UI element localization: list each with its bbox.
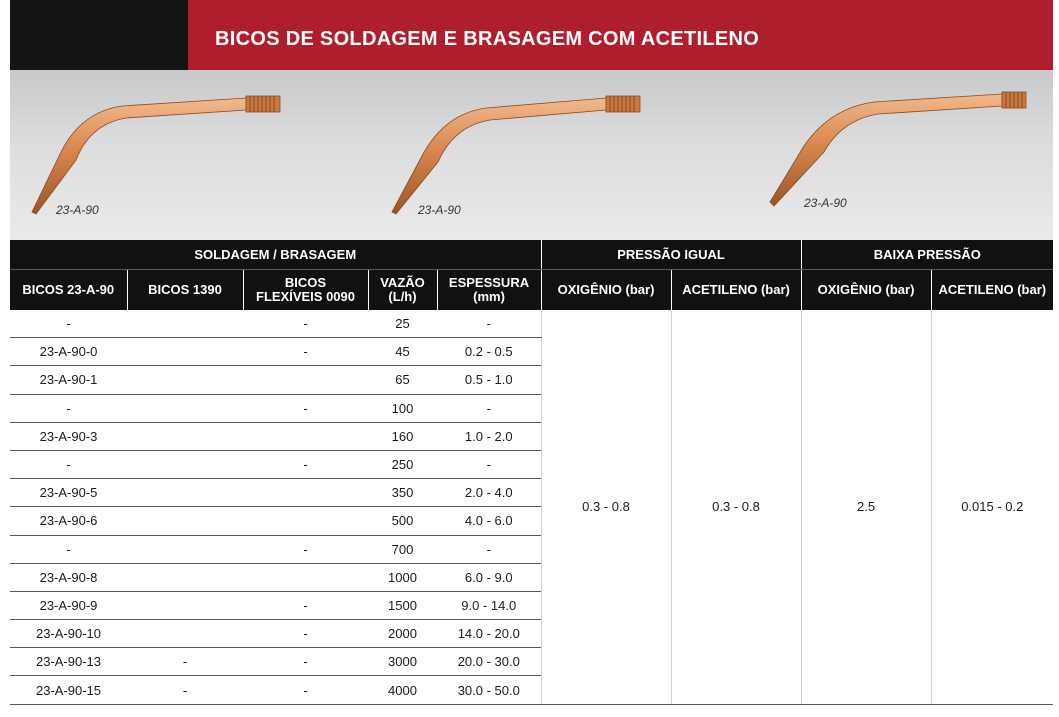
cell-bicos-1390 xyxy=(127,366,243,394)
cell-acetileno-igual: 0.3 - 0.8 xyxy=(671,310,801,704)
group-header-baixa-pressao: BAIXA PRESSÃO xyxy=(801,240,1053,270)
product-photo-band xyxy=(10,70,1053,240)
cell-bicos-1390 xyxy=(127,591,243,619)
cell-bicos-flexiveis: - xyxy=(243,310,368,338)
nozzle-label: 23-A-90 xyxy=(804,196,847,210)
cell-bicos-1390 xyxy=(127,338,243,366)
cell-acetileno-baixa: 0.015 - 0.2 xyxy=(931,310,1053,704)
cell-bicos-23: 23-A-90-13 xyxy=(10,648,127,676)
cell-bicos-23: - xyxy=(10,394,127,422)
cell-espessura: 30.0 - 50.0 xyxy=(437,676,541,704)
cell-bicos-flexiveis: - xyxy=(243,676,368,704)
cell-vazao: 160 xyxy=(368,422,437,450)
cell-vazao: 1500 xyxy=(368,591,437,619)
table-row xyxy=(10,310,1053,338)
cell-bicos-23: - xyxy=(10,535,127,563)
cell-vazao: 45 xyxy=(368,338,437,366)
cell-bicos-1390 xyxy=(127,535,243,563)
cell-espessura: 4.0 - 6.0 xyxy=(437,507,541,535)
col-header-espessura-line2: (mm) xyxy=(473,289,505,304)
cell-espessura: 6.0 - 9.0 xyxy=(437,563,541,591)
nozzle-label: 23-A-90 xyxy=(56,203,99,217)
cell-espessura: 1.0 - 2.0 xyxy=(437,422,541,450)
cell-espessura: 0.2 - 0.5 xyxy=(437,338,541,366)
cell-bicos-1390 xyxy=(127,479,243,507)
cell-bicos-1390: - xyxy=(127,648,243,676)
cell-bicos-flexiveis xyxy=(243,507,368,535)
cell-bicos-23: 23-A-90-0 xyxy=(10,338,127,366)
col-header-acetileno-baixa: ACETILENO (bar) xyxy=(931,270,1053,311)
cell-espessura: - xyxy=(437,394,541,422)
col-header-espessura-line1: ESPESSURA xyxy=(448,275,530,290)
cell-espessura: 20.0 - 30.0 xyxy=(437,648,541,676)
cell-vazao: 250 xyxy=(368,450,437,478)
cell-vazao: 700 xyxy=(368,535,437,563)
cell-espessura: 2.0 - 4.0 xyxy=(437,479,541,507)
cell-bicos-flexiveis: - xyxy=(243,591,368,619)
cell-vazao: 100 xyxy=(368,394,437,422)
col-header-bicos-flexiveis xyxy=(243,270,368,311)
cell-bicos-23: 23-A-90-9 xyxy=(10,591,127,619)
group-header-soldagem: SOLDAGEM / BRASAGEM xyxy=(10,240,541,270)
cell-espessura: 9.0 - 14.0 xyxy=(437,591,541,619)
cell-bicos-23: 23-A-90-3 xyxy=(10,422,127,450)
cell-espessura: - xyxy=(437,310,541,338)
cell-bicos-1390 xyxy=(127,394,243,422)
cell-bicos-23: - xyxy=(10,450,127,478)
cell-bicos-flexiveis: - xyxy=(243,450,368,478)
cell-bicos-flexiveis xyxy=(243,563,368,591)
cell-bicos-23: 23-A-90-8 xyxy=(10,563,127,591)
cell-bicos-1390 xyxy=(127,422,243,450)
group-header-pressao-igual: PRESSÃO IGUAL xyxy=(541,240,801,270)
cell-bicos-1390 xyxy=(127,507,243,535)
nozzle-spec-table xyxy=(10,240,1053,705)
cell-vazao: 4000 xyxy=(368,676,437,704)
cell-bicos-23: 23-A-90-1 xyxy=(10,366,127,394)
cell-bicos-1390 xyxy=(127,563,243,591)
cell-bicos-flexiveis xyxy=(243,422,368,450)
col-header-bicos-flexiveis-line1: BICOS xyxy=(284,275,327,290)
col-header-bicos-23: BICOS 23-A-90 xyxy=(10,270,127,311)
col-header-oxigenio-igual: OXIGÊNIO (bar) xyxy=(541,270,671,311)
cell-espessura: - xyxy=(437,450,541,478)
cell-vazao: 65 xyxy=(368,366,437,394)
cell-espessura: - xyxy=(437,535,541,563)
cell-vazao: 1000 xyxy=(368,563,437,591)
cell-bicos-flexiveis: - xyxy=(243,648,368,676)
cell-bicos-flexiveis: - xyxy=(243,620,368,648)
cell-bicos-23: 23-A-90-5 xyxy=(10,479,127,507)
cell-vazao: 3000 xyxy=(368,648,437,676)
col-header-bicos-1390: BICOS 1390 xyxy=(127,270,243,311)
cell-bicos-23: 23-A-90-10 xyxy=(10,620,127,648)
cell-vazao: 350 xyxy=(368,479,437,507)
cell-bicos-23: - xyxy=(10,310,127,338)
cell-oxigenio-igual: 0.3 - 0.8 xyxy=(541,310,671,704)
col-header-vazao xyxy=(368,270,437,311)
cell-vazao: 500 xyxy=(368,507,437,535)
cell-vazao: 25 xyxy=(368,310,437,338)
col-header-bicos-flexiveis-line2: FLEXÍVEIS 0090 xyxy=(256,289,355,304)
col-header-oxigenio-baixa: OXIGÊNIO (bar) xyxy=(801,270,931,311)
cell-bicos-flexiveis: - xyxy=(243,535,368,563)
cell-bicos-1390 xyxy=(127,310,243,338)
cell-bicos-flexiveis: - xyxy=(243,394,368,422)
cell-bicos-1390 xyxy=(127,450,243,478)
col-header-vazao-line2: (L/h) xyxy=(388,289,417,304)
page-title: BICOS DE SOLDAGEM E BRASAGEM COM ACETILENO xyxy=(215,28,760,50)
cell-espessura: 0.5 - 1.0 xyxy=(437,366,541,394)
cell-bicos-23: 23-A-90-6 xyxy=(10,507,127,535)
cell-oxigenio-baixa: 2.5 xyxy=(801,310,931,704)
cell-espessura: 14.0 - 20.0 xyxy=(437,620,541,648)
welding-nozzle-image xyxy=(762,82,1032,212)
cell-bicos-flexiveis xyxy=(243,479,368,507)
nozzle-label: 23-A-90 xyxy=(418,203,461,217)
header-black-block xyxy=(10,0,210,70)
cell-vazao: 2000 xyxy=(368,620,437,648)
col-header-vazao-line1: VAZÃO xyxy=(380,275,425,290)
cell-bicos-flexiveis: - xyxy=(243,338,368,366)
col-header-acetileno-igual: ACETILENO (bar) xyxy=(671,270,801,311)
page-header xyxy=(10,0,1053,70)
cell-bicos-1390 xyxy=(127,620,243,648)
cell-bicos-1390: - xyxy=(127,676,243,704)
col-header-espessura xyxy=(437,270,541,311)
cell-bicos-23: 23-A-90-15 xyxy=(10,676,127,704)
cell-bicos-flexiveis xyxy=(243,366,368,394)
